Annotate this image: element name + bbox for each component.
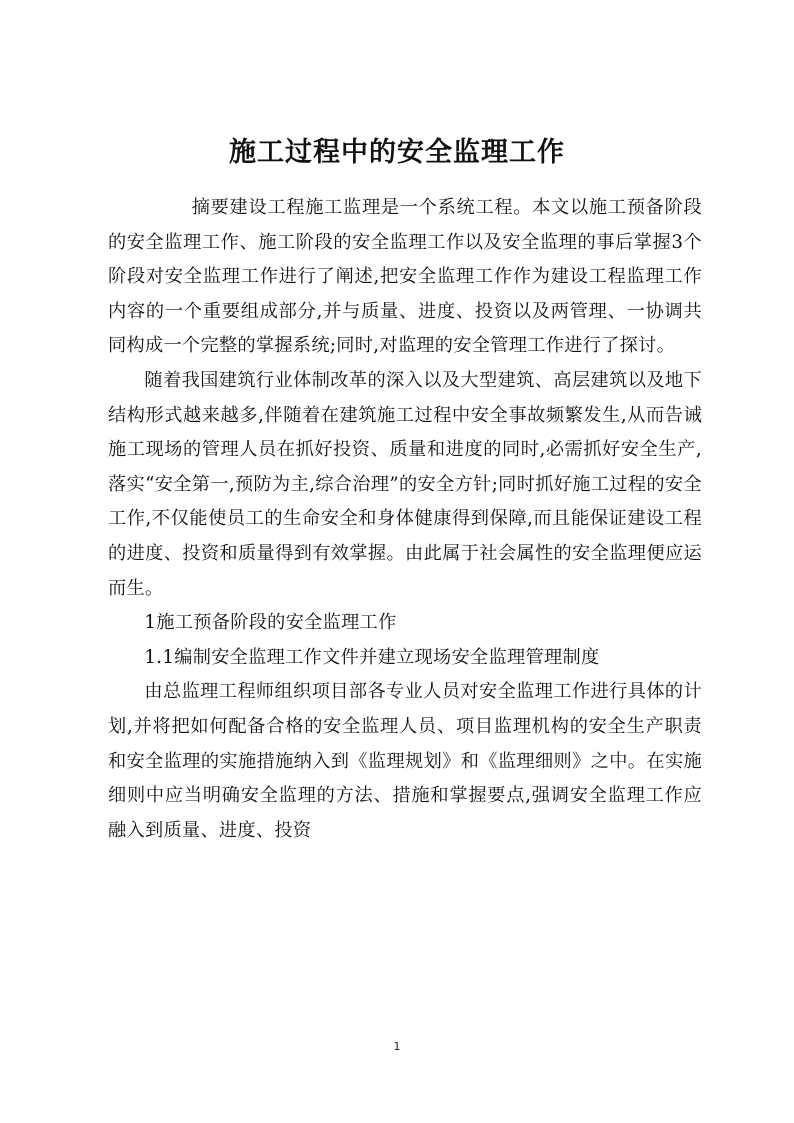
document-body xyxy=(108,191,702,848)
section-paragraph: 由总监理工程师组织项目部各专业人员对安全监理工作进行具体的计划,并将把如何配备合格的安全监理人员、项目监理机构的安全生产职责和安全监理的实施措施纳入到《监理规划》和《监理细则》之中。在实施细则中应当明确安全监理的方法、措施和掌握要点,强调安全监理工作应融入到质量、进度、投资 xyxy=(108,681,702,841)
page-number: 1 xyxy=(393,1040,401,1053)
intro-paragraph: 随着我国建筑行业体制改革的深入以及大型建筑、高层建筑以及地下结构形式越来越多,伴随着在建筑施工过程中安全事故频繁发生,从而告诫施工现场的管理人员在抓好投资、质量和进度的同时,必需抓好安全生产,落实“安全第一,预防为主,综合治理”的安全方针;同时抓好施工过程的安全工作,不仅能使员工的生命安全和身体健康得到保障,而且能保证建设工程的进度、投资和质量得到有效掌握。由此属于社会属性的安全监理便应运而生。 xyxy=(108,369,702,599)
section-heading-1: 1施工预备阶段的安全监理工作 xyxy=(144,612,397,634)
document-title: 施工过程中的安全监理工作 xyxy=(229,137,565,168)
abstract-paragraph: 摘要建设工程施工监理是一个系统工程。本文以施工预备阶段的安全监理工作、施工阶段的安全监理工作以及安全监理的事后掌握3个阶段对安全监理工作进行了阐述,把安全监理工作作为建设工程监理工作内容的一个重要组成部分,并与质量、进度、投资以及两管理、一协调共同构成一个完整的掌握系统;同时,对监理的安全管理工作进行了探讨。 xyxy=(108,197,702,357)
subsection-heading-1-1: 1.1编制安全监理工作文件并建立现场安全监理管理制度 xyxy=(144,646,600,668)
